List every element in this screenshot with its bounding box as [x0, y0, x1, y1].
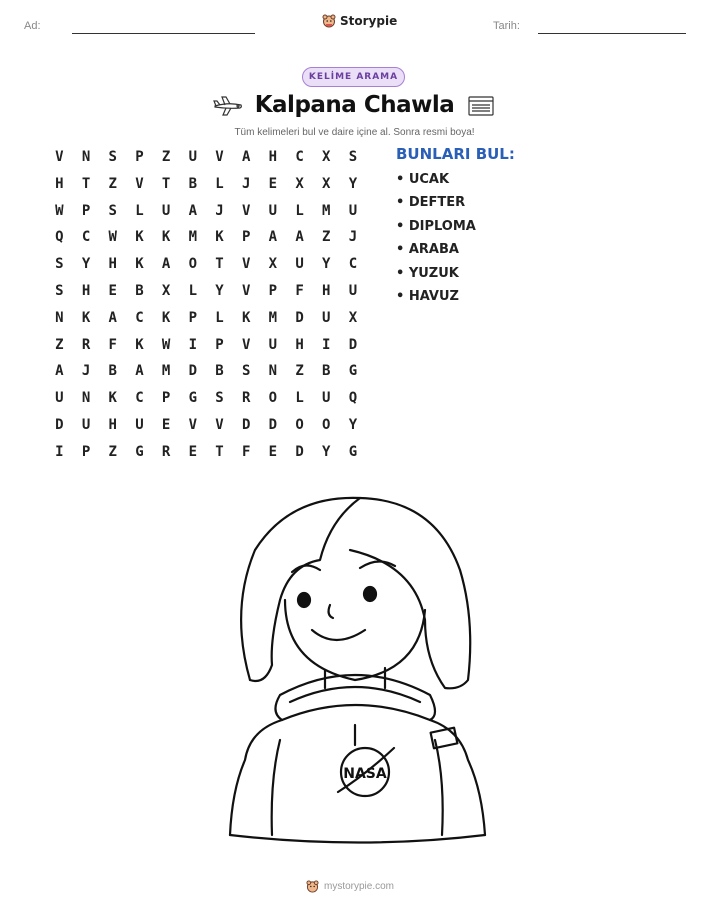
grid-letter[interactable]: W — [161, 336, 171, 353]
grid-letter[interactable]: E — [268, 443, 278, 460]
grid-letter[interactable]: V — [241, 256, 251, 273]
grid-letter[interactable]: S — [108, 149, 117, 165]
grid-letter[interactable]: O — [322, 416, 331, 433]
grid-letter[interactable]: T — [161, 175, 171, 192]
grid-letter[interactable]: U — [348, 202, 358, 219]
grid-letter[interactable]: Z — [108, 443, 117, 460]
grid-letter[interactable]: J — [241, 175, 251, 192]
grid-letter[interactable]: W — [108, 229, 117, 246]
grid-letter[interactable]: P — [215, 336, 224, 353]
grid-letter[interactable]: C — [348, 256, 358, 273]
grid-letter[interactable]: J — [215, 202, 224, 219]
grid-letter[interactable]: L — [215, 309, 224, 326]
grid-letter[interactable]: N — [268, 363, 278, 380]
footer — [306, 880, 394, 893]
grid-letter[interactable]: O — [268, 390, 278, 407]
grid-letter[interactable]: B — [108, 363, 117, 380]
grid-letter[interactable]: G — [188, 390, 197, 407]
grid-letter[interactable]: U — [295, 256, 304, 273]
word-list — [396, 172, 476, 312]
grid-letter[interactable]: L — [135, 202, 144, 219]
grid-letter[interactable]: Y — [81, 256, 91, 273]
grid-letter[interactable]: B — [135, 282, 144, 299]
storypie-mascot-icon — [322, 14, 336, 28]
grid-letter[interactable]: W — [55, 202, 64, 219]
notebook-icon — [466, 94, 496, 118]
grid-letter[interactable]: E — [108, 282, 117, 299]
grid-letter[interactable]: S — [348, 149, 358, 165]
grid-letter[interactable]: Q — [348, 390, 358, 407]
grid-letter[interactable]: X — [322, 149, 331, 165]
name-line — [72, 33, 255, 34]
grid-letter[interactable]: Z — [322, 229, 331, 246]
grid-letter[interactable]: E — [268, 175, 278, 192]
grid-letter[interactable]: H — [268, 149, 278, 165]
grid-letter[interactable]: A — [295, 229, 304, 246]
grid-letter[interactable]: L — [188, 282, 197, 299]
instructions: Tüm kelimeleri bul ve daire içine al. Sonra resmi boya! — [234, 127, 475, 138]
grid-letter[interactable]: D — [55, 416, 64, 433]
footer-url[interactable]: mystorypie.com — [324, 881, 395, 892]
grid-letter[interactable]: X — [295, 175, 304, 192]
grid-letter[interactable]: L — [295, 390, 304, 407]
grid-letter[interactable]: F — [295, 282, 304, 299]
grid-letter[interactable]: V — [241, 202, 251, 219]
grid-letter[interactable]: U — [322, 390, 331, 407]
grid-letter[interactable]: A — [55, 363, 64, 380]
grid-letter[interactable]: S — [215, 390, 224, 407]
grid-letter[interactable]: V — [241, 336, 251, 353]
grid-letter[interactable]: A — [268, 229, 278, 246]
grid-letter[interactable]: B — [215, 363, 224, 380]
grid-letter[interactable]: N — [81, 149, 91, 165]
grid-letter[interactable]: C — [135, 309, 144, 326]
grid-letter[interactable]: P — [81, 443, 91, 460]
grid-letter[interactable]: K — [135, 256, 144, 273]
grid-letter[interactable]: M — [322, 202, 331, 219]
brand-logo — [322, 14, 397, 28]
grid-letter[interactable]: X — [348, 309, 358, 326]
grid-letter[interactable]: C — [295, 149, 304, 165]
grid-letter[interactable]: R — [161, 443, 171, 460]
grid-letter[interactable]: G — [135, 443, 144, 460]
grid-letter[interactable]: I — [188, 336, 197, 353]
word-item: • ARABA — [396, 242, 459, 258]
grid-letter[interactable]: S — [108, 202, 117, 219]
grid-letter[interactable]: X — [161, 282, 171, 299]
word-list-title: BUNLARI BUL: — [396, 145, 515, 163]
grid-letter[interactable]: H — [322, 282, 331, 299]
word-item: • YUZUK — [396, 265, 459, 281]
grid-letter[interactable]: L — [215, 175, 224, 192]
grid-letter[interactable]: U — [135, 416, 144, 433]
grid-letter[interactable]: H — [108, 256, 117, 273]
grid-letter[interactable]: M — [268, 309, 278, 326]
activity-badge: KELİME ARAMA — [302, 67, 405, 87]
word-search-grid[interactable] — [46, 148, 366, 470]
grid-letter[interactable]: G — [348, 363, 358, 380]
grid-letter[interactable]: J — [348, 229, 358, 246]
grid-letter[interactable]: P — [135, 149, 144, 165]
grid-letter[interactable]: M — [188, 229, 197, 246]
grid-letter[interactable]: Y — [322, 256, 331, 273]
grid-letter[interactable]: K — [135, 336, 144, 353]
grid-letter[interactable]: A — [161, 256, 171, 273]
grid-letter[interactable]: C — [135, 390, 144, 407]
grid-letter[interactable]: U — [81, 416, 91, 433]
grid-letter[interactable]: S — [55, 282, 64, 299]
grid-letter[interactable]: A — [135, 363, 144, 380]
grid-letter[interactable]: Y — [348, 175, 358, 192]
grid-letter[interactable]: X — [268, 256, 278, 273]
grid-letter[interactable]: D — [295, 443, 304, 460]
word-item: • HAVUZ — [396, 288, 459, 304]
grid-letter[interactable]: B — [322, 363, 331, 380]
grid-letter[interactable]: P — [188, 309, 197, 326]
grid-letter[interactable]: E — [161, 416, 171, 433]
grid-letter[interactable]: F — [108, 336, 117, 353]
word-item: • DEFTER — [396, 195, 466, 211]
storypie-mascot-icon — [306, 880, 319, 893]
grid-letter[interactable]: T — [215, 443, 224, 460]
grid-letter[interactable]: D — [295, 309, 304, 326]
grid-letter[interactable]: H — [108, 416, 117, 433]
grid-letter[interactable]: H — [295, 336, 304, 353]
grid-letter[interactable]: B — [188, 175, 197, 192]
grid-letter[interactable]: K — [135, 229, 144, 246]
grid-letter[interactable]: K — [108, 390, 117, 407]
grid-letter[interactable]: P — [81, 202, 91, 219]
grid-letter[interactable]: A — [108, 309, 117, 326]
grid-letter[interactable]: U — [322, 309, 331, 326]
grid-letter[interactable]: J — [81, 363, 91, 380]
grid-letter[interactable]: O — [295, 416, 304, 433]
grid-letter[interactable]: D — [268, 416, 278, 433]
grid-letter[interactable]: Z — [161, 149, 171, 165]
grid-letter[interactable]: T — [81, 175, 91, 192]
date-label: Tarih: — [493, 20, 520, 32]
grid-letter[interactable]: U — [161, 202, 171, 219]
grid-letter[interactable]: C — [81, 229, 91, 246]
grid-letter[interactable]: H — [81, 282, 91, 299]
grid-letter[interactable]: S — [241, 363, 251, 380]
grid-letter[interactable]: N — [55, 309, 64, 326]
page-title: Kalpana Chawla — [254, 92, 455, 118]
grid-letter[interactable]: A — [241, 149, 251, 165]
name-label: Ad: — [24, 20, 41, 32]
grid-letter[interactable]: U — [268, 336, 278, 353]
grid-letter[interactable]: K — [161, 309, 171, 326]
grid-letter[interactable]: V — [55, 149, 64, 165]
grid-letter[interactable]: L — [295, 202, 304, 219]
grid-letter[interactable]: K — [215, 229, 224, 246]
astronaut-coloring-illustration[interactable] — [210, 490, 500, 845]
grid-letter[interactable]: P — [241, 229, 251, 246]
grid-letter[interactable]: V — [188, 416, 197, 433]
grid-letter[interactable]: D — [188, 363, 197, 380]
grid-letter[interactable]: V — [241, 282, 251, 299]
grid-letter[interactable]: P — [268, 282, 278, 299]
grid-letter[interactable]: Y — [322, 443, 331, 460]
grid-letter[interactable]: K — [241, 309, 251, 326]
grid-letter[interactable]: X — [322, 175, 331, 192]
grid-letter[interactable]: K — [81, 309, 91, 326]
grid-letter[interactable]: I — [55, 443, 64, 460]
grid-letter[interactable]: S — [55, 256, 64, 273]
grid-letter[interactable]: D — [348, 336, 358, 353]
grid-letter[interactable]: H — [55, 175, 64, 192]
grid-letter[interactable]: P — [161, 390, 171, 407]
grid-letter[interactable]: V — [215, 149, 224, 165]
grid-letter[interactable]: A — [188, 202, 197, 219]
grid-letter[interactable]: Q — [55, 229, 64, 246]
grid-letter[interactable]: N — [81, 390, 91, 407]
grid-letter[interactable]: U — [188, 149, 197, 165]
brand-name: Storypie — [340, 14, 398, 28]
grid-letter[interactable]: Z — [108, 175, 117, 192]
nasa-logo-text: NASA — [343, 766, 387, 782]
grid-letter[interactable]: F — [241, 443, 251, 460]
grid-letter[interactable]: I — [322, 336, 331, 353]
word-item: • DIPLOMA — [396, 218, 476, 234]
date-line — [538, 33, 686, 34]
grid-letter[interactable]: D — [241, 416, 251, 433]
grid-letter[interactable]: O — [188, 256, 197, 273]
grid-letter[interactable]: U — [268, 202, 278, 219]
grid-letter[interactable]: U — [348, 282, 358, 299]
grid-letter[interactable]: V — [135, 175, 144, 192]
grid-letter[interactable]: T — [215, 256, 224, 273]
grid-letter[interactable]: G — [348, 443, 358, 460]
grid-letter[interactable]: M — [161, 363, 171, 380]
grid-letter[interactable]: R — [81, 336, 91, 353]
word-item: • UCAK — [396, 172, 450, 187]
grid-letter[interactable]: U — [55, 390, 64, 407]
grid-letter[interactable]: E — [188, 443, 197, 460]
grid-letter[interactable]: R — [241, 390, 251, 407]
grid-letter[interactable]: K — [161, 229, 171, 246]
grid-letter[interactable]: Y — [215, 282, 224, 299]
grid-letter[interactable]: Z — [295, 363, 304, 380]
grid-letter[interactable]: Y — [348, 416, 358, 433]
grid-letter[interactable]: V — [215, 416, 224, 433]
grid-letter[interactable]: Z — [55, 336, 64, 353]
